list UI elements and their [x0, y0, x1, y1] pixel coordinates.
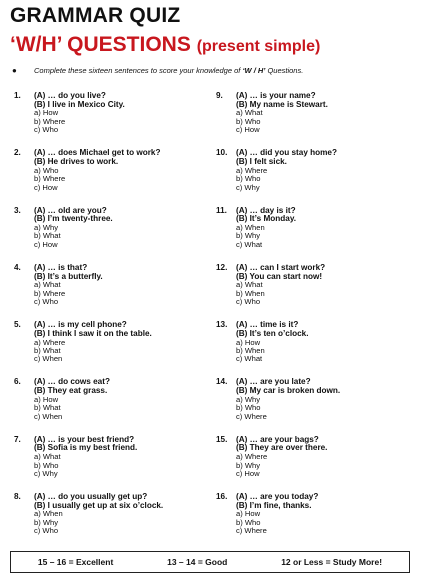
score-key: [10, 551, 410, 573]
answer-option[interactable]: a) Where: [236, 165, 268, 175]
question-line-a: (A) … are your bags?: [236, 434, 319, 444]
instruction-pre: Complete these sixteen sentences to score your knowledge of: [34, 66, 243, 75]
score-study-more: 12 or Less = Study More!: [281, 557, 383, 567]
answer-option[interactable]: b) Where: [34, 116, 66, 126]
question-number: 7.: [14, 434, 21, 444]
question-item: [216, 493, 406, 550]
answer-option[interactable]: b) When: [236, 288, 265, 298]
question-item: [216, 149, 406, 206]
question-body: [236, 378, 406, 421]
question-line-a: (A) … can I start work?: [236, 262, 326, 272]
question-item: [14, 436, 204, 493]
question-line-a: (A) … day is it?: [236, 205, 296, 215]
answer-option[interactable]: b) Why: [34, 517, 59, 527]
answer-option[interactable]: c) Who: [34, 526, 59, 536]
answer-option[interactable]: a) What: [34, 452, 61, 462]
answer-option[interactable]: c) Who: [34, 125, 59, 135]
answer-option[interactable]: a) What: [236, 280, 263, 290]
question-line-b: (B) My name is Stewart.: [236, 99, 328, 109]
answer-option[interactable]: c) Why: [34, 469, 58, 478]
answer-option[interactable]: c) How: [236, 125, 260, 135]
question-line-b: (B) I’m fine, thanks.: [236, 500, 312, 510]
question-body: [34, 92, 204, 135]
answer-option[interactable]: b) Where: [34, 288, 66, 298]
question-line-a: (A) … do cows eat?: [34, 377, 110, 387]
question-line-a: (A) … are you today?: [236, 492, 319, 502]
subtitle-paren: (present simple): [196, 38, 321, 55]
answer-option[interactable]: b) When: [236, 346, 265, 355]
subtitle-main: ‘W/H’ QUESTIONS: [10, 33, 191, 56]
answer-option[interactable]: a) Why: [236, 394, 261, 404]
question-number: 15.: [216, 434, 228, 444]
question-line-b: (B) It’s a butterfly.: [34, 271, 103, 281]
question-number: 16.: [216, 492, 228, 502]
question-line-a: (A) … are you late?: [236, 377, 311, 387]
answer-option[interactable]: a) What: [34, 280, 61, 290]
question-number: 11.: [216, 205, 227, 215]
answer-option[interactable]: b) Why: [236, 231, 261, 241]
question-body: [236, 321, 406, 364]
answer-option[interactable]: b) Who: [236, 116, 261, 126]
answer-option[interactable]: c) When: [34, 354, 63, 364]
score-excellent: 15 – 16 = Excellent: [37, 557, 114, 567]
question-body: [236, 264, 406, 307]
question-number: 5.: [14, 320, 21, 330]
question-body: [34, 149, 204, 192]
answer-option[interactable]: b) What: [34, 346, 61, 355]
question-body: [236, 436, 406, 479]
question-number: 9.: [216, 91, 223, 100]
answer-option[interactable]: a) Who: [34, 165, 59, 175]
question-line-a: (A) … is your best friend?: [34, 434, 135, 444]
question-line-b: (B) He drives to work.: [34, 157, 119, 166]
question-line-a: (A) … do you live?: [34, 91, 106, 100]
answer-option[interactable]: c) How: [34, 182, 58, 192]
question-item: [14, 149, 204, 206]
question-number: 10.: [216, 148, 228, 158]
question-line-a: (A) … do you usually get up?: [34, 492, 148, 502]
question-item: [216, 436, 406, 493]
question-body: [236, 493, 406, 536]
answer-option[interactable]: a) When: [236, 223, 265, 232]
answer-option[interactable]: a) What: [236, 108, 263, 118]
answer-option[interactable]: c) How: [34, 239, 58, 249]
answer-option[interactable]: b) Who: [236, 517, 261, 527]
question-line-b: (B) I’m twenty-three.: [34, 214, 113, 224]
answer-option[interactable]: a) How: [34, 394, 59, 404]
question-line-b: (B) I usually get up at six o’clock.: [34, 500, 164, 510]
question-item: [216, 92, 406, 149]
question-body: [236, 92, 406, 135]
answer-option[interactable]: a) Where: [34, 337, 66, 347]
question-item: [14, 264, 204, 321]
question-number: 4.: [14, 262, 21, 272]
question-line-a: (A) … did you stay home?: [236, 148, 337, 158]
question-item: [216, 264, 406, 321]
quiz-subtitle: [10, 33, 320, 57]
question-body: [34, 264, 204, 307]
score-good: 13 – 14 = Good: [167, 557, 228, 567]
answer-option[interactable]: a) When: [34, 509, 63, 519]
answer-option[interactable]: a) How: [236, 337, 261, 347]
question-line-a: (A) … is your name?: [236, 91, 316, 100]
question-number: 8.: [14, 492, 21, 502]
question-number: 14.: [216, 377, 228, 387]
question-number: 2.: [14, 148, 21, 158]
quiz-title: GRAMMAR QUIZ: [10, 4, 181, 27]
answer-option[interactable]: c) What: [236, 354, 263, 364]
instruction-post: Questions.: [265, 66, 304, 75]
answer-option[interactable]: c) How: [236, 469, 260, 478]
answer-option[interactable]: c) What: [236, 239, 263, 249]
question-body: [34, 378, 204, 421]
question-line-b: (B) You can start now!: [236, 271, 323, 281]
answer-option[interactable]: a) How: [34, 108, 59, 118]
question-line-a: (A) … old are you?: [34, 205, 107, 215]
question-line-a: (A) … time is it?: [236, 320, 299, 330]
answer-option[interactable]: c) Who: [236, 297, 261, 307]
question-item: [14, 207, 204, 264]
question-line-b: (B) It’s Monday.: [236, 214, 297, 224]
question-line-b: (B) My car is broken down.: [236, 386, 341, 396]
answer-option[interactable]: b) What: [34, 231, 61, 241]
question-body: [34, 493, 204, 536]
question-item: [14, 493, 204, 550]
question-item: [14, 378, 204, 435]
question-body: [236, 149, 406, 192]
question-number: 3.: [14, 205, 21, 215]
question-line-b: (B) I think I saw it on the table.: [34, 328, 152, 338]
question-number: 1.: [14, 91, 21, 100]
question-line-b: (B) I felt sick.: [236, 157, 287, 166]
question-line-b: (B) They are over there.: [236, 443, 328, 453]
answer-option[interactable]: a) Where: [236, 452, 268, 462]
question-number: 6.: [14, 377, 21, 387]
answer-option[interactable]: b) Why: [236, 460, 261, 470]
question-body: [34, 436, 204, 479]
questions-right-column: [216, 92, 406, 550]
answer-option[interactable]: c) When: [34, 411, 63, 421]
answer-option[interactable]: a) Why: [34, 223, 59, 232]
question-item: [216, 207, 406, 264]
question-body: [34, 207, 204, 250]
answer-option[interactable]: b) What: [34, 403, 61, 413]
instruction-em: ‘W / H’: [242, 66, 266, 75]
answer-option[interactable]: c) Where: [236, 526, 267, 536]
question-item: [216, 321, 406, 378]
question-number: 12.: [216, 262, 228, 272]
instructions: [12, 66, 417, 75]
question-item: [14, 92, 204, 149]
question-line-b: (B) Sofia is my best friend.: [34, 443, 138, 453]
question-line-a: (A) … is my cell phone?: [34, 320, 127, 330]
question-line-b: (B) It’s ten o’clock.: [236, 328, 309, 338]
bullet-icon: ●: [12, 66, 17, 75]
answer-option[interactable]: b) Who: [34, 460, 59, 470]
question-item: [14, 321, 204, 378]
answer-option[interactable]: c) Where: [236, 411, 267, 421]
question-line-a: (A) … does Michael get to work?: [34, 148, 161, 158]
answer-option[interactable]: b) Who: [236, 174, 261, 184]
answer-option[interactable]: c) Who: [34, 297, 59, 307]
answer-option[interactable]: a) How: [236, 509, 261, 519]
question-line-b: (B) I live in Mexico City.: [34, 99, 125, 109]
answer-option[interactable]: c) Why: [236, 182, 260, 192]
answer-option[interactable]: b) Where: [34, 174, 66, 184]
question-body: [34, 321, 204, 364]
question-line-b: (B) They eat grass.: [34, 386, 108, 396]
question-item: [216, 378, 406, 435]
questions-left-column: [14, 92, 204, 550]
answer-option[interactable]: b) Who: [236, 403, 261, 413]
question-number: 13.: [216, 320, 228, 330]
question-line-a: (A) … is that?: [34, 262, 88, 272]
question-body: [236, 207, 406, 250]
